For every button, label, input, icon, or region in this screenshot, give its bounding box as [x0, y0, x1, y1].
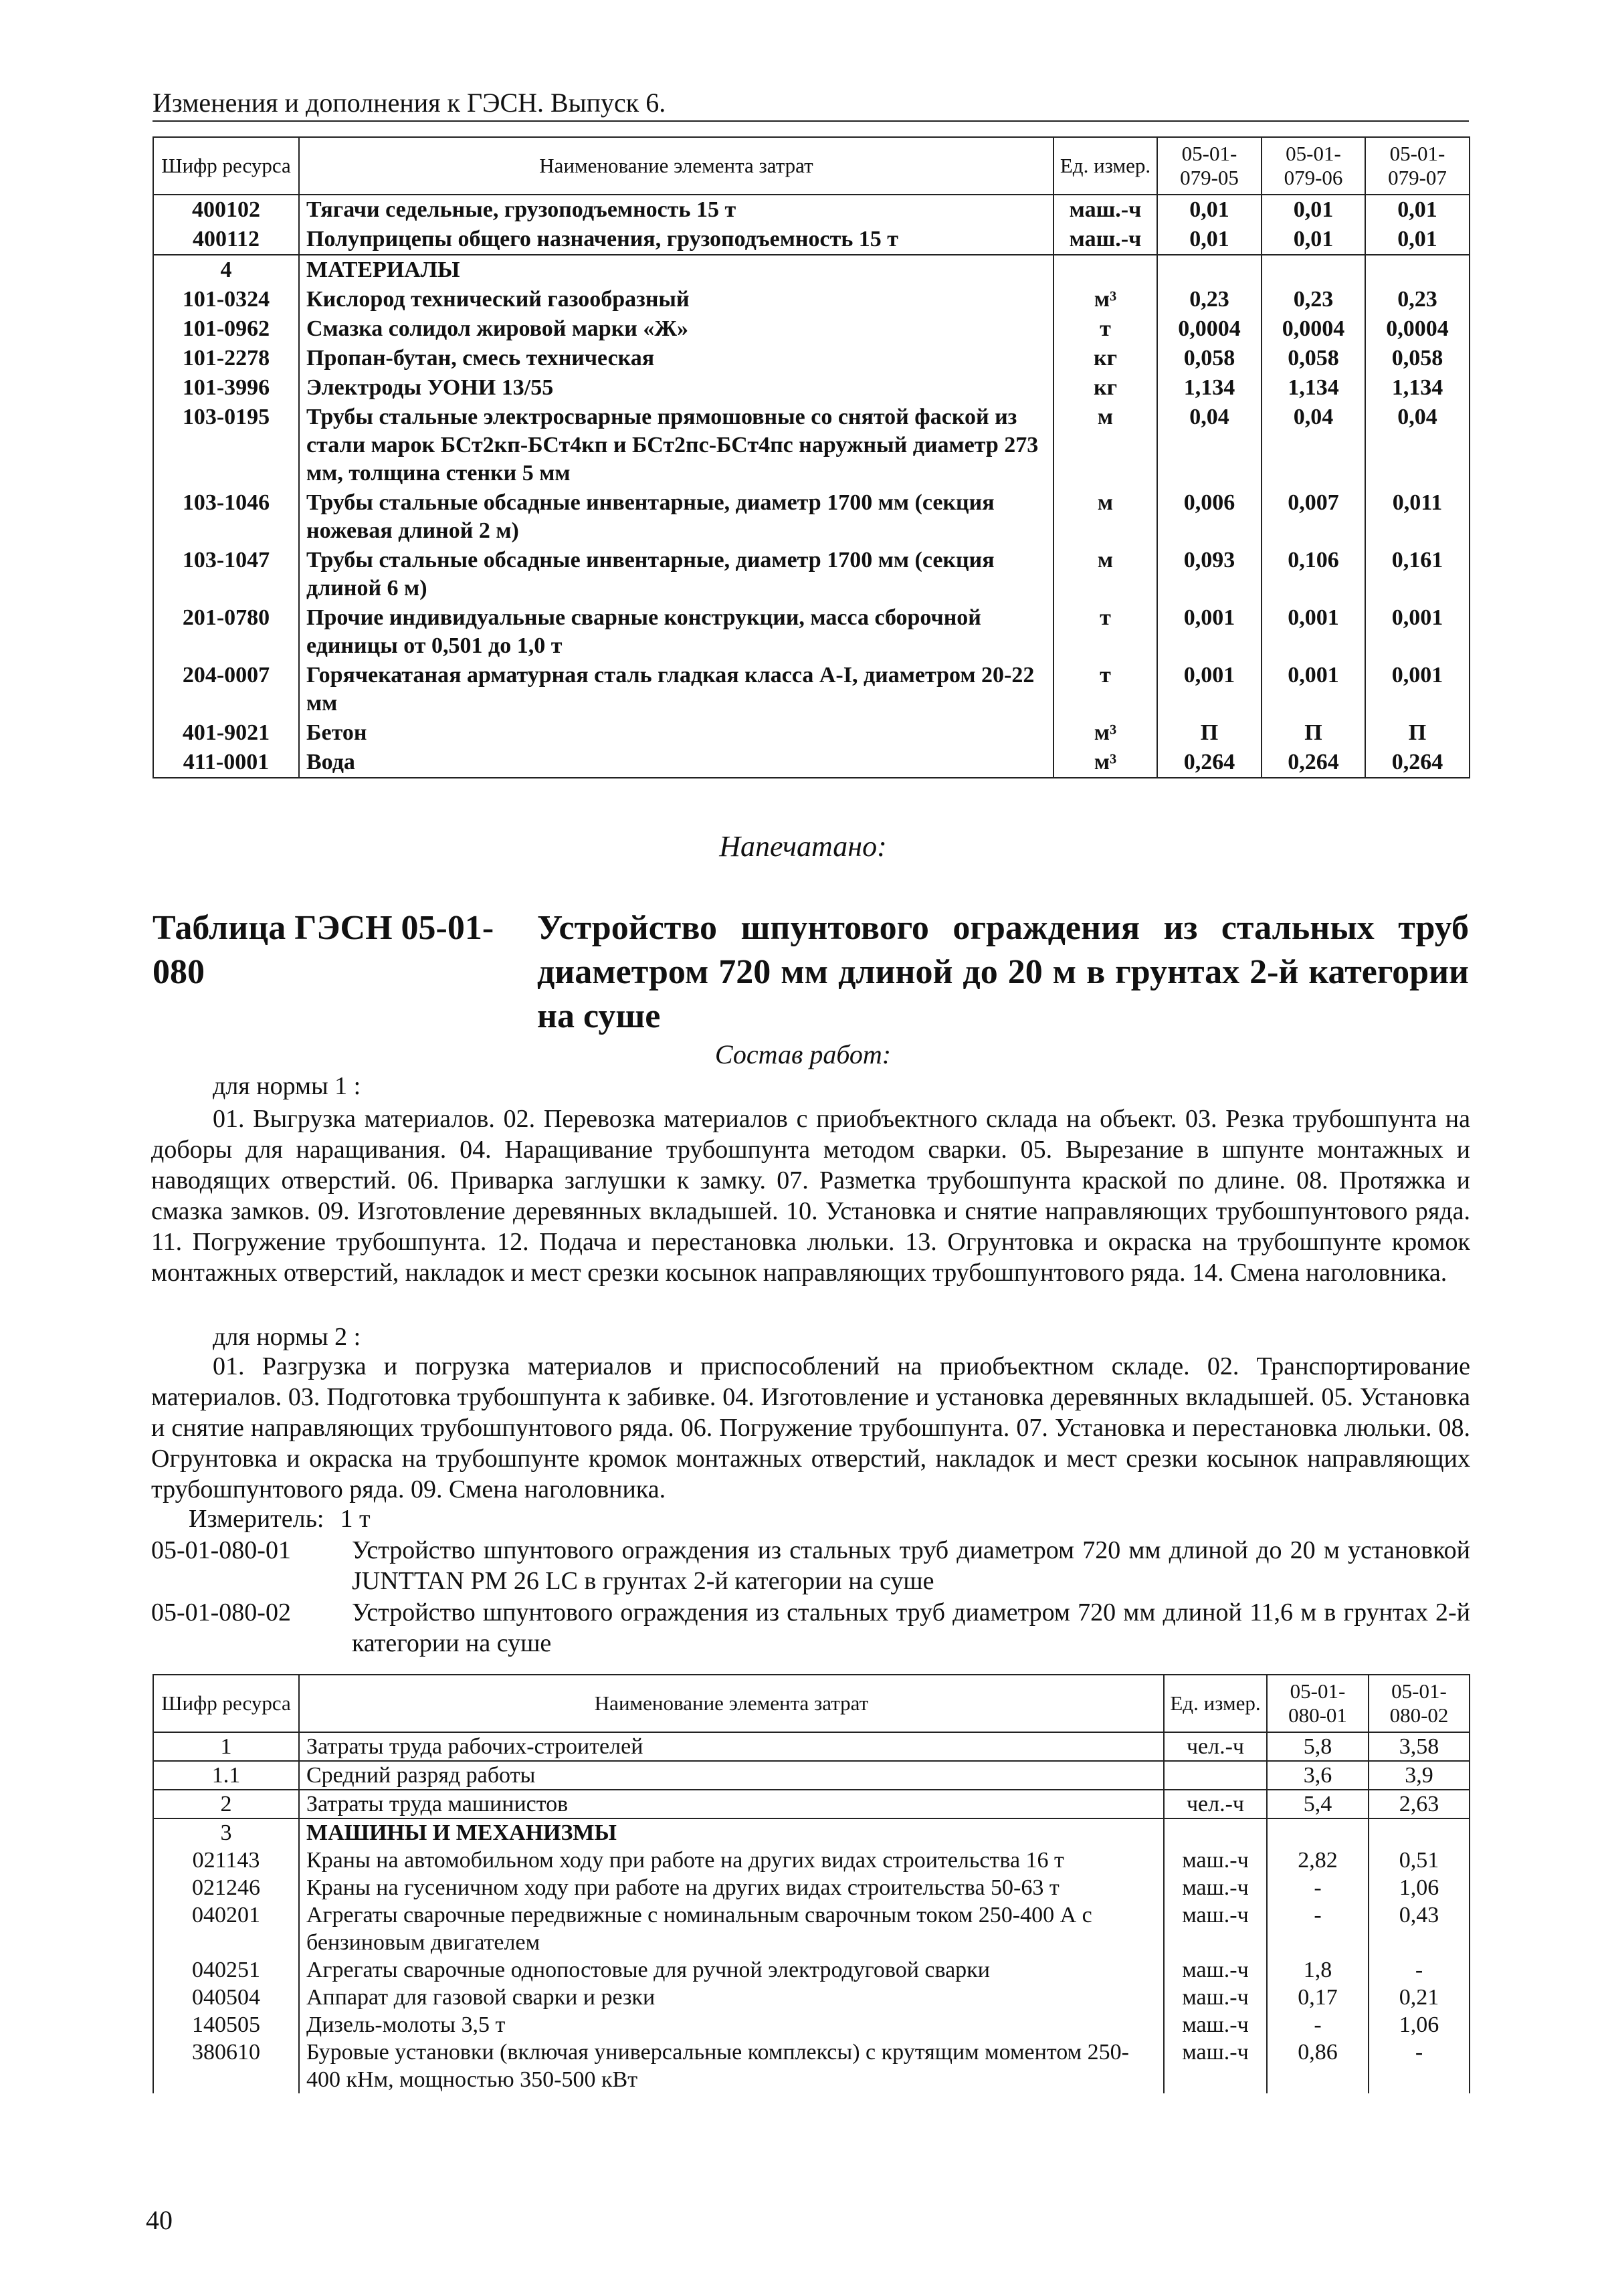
cell-value: 0,007: [1262, 488, 1365, 546]
column-header-norm: 05-01-080-02: [1369, 1675, 1470, 1732]
table-row: [153, 603, 1470, 661]
cell-name: Трубы стальные электросварные прямошовные со снятой фаской из стали марок БСт2кп-БСт4кп и БСт2пс-БСт4пс наружный диаметр 273 мм, толщина стенки 5 мм: [299, 403, 1053, 488]
norm-entry: [151, 1597, 1470, 1659]
meter-value: 1 т: [340, 1505, 371, 1533]
cell-value: [1365, 255, 1470, 285]
table-title-text: Устройство шпунтового ограждения из стальных труб диаметром 720 мм длиной до 20 м в грунтах 2-й категории на суше: [537, 909, 1469, 1035]
cell-name: Кислород технический газообразный: [299, 285, 1053, 314]
cell-value: 0,01: [1262, 225, 1365, 255]
cell-code: 4: [153, 255, 299, 285]
cell-value: 0,001: [1365, 603, 1470, 661]
cell-value: 5,8: [1267, 1732, 1369, 1761]
cell-value: 0,51: [1369, 1847, 1470, 1874]
norm-code: 05-01-080-02: [151, 1598, 291, 1627]
cell-name: Буровые установки (включая универсальные комплексы) с крутящим моментом 250-400 кНм, мощностью 350-500 кВт: [299, 2039, 1164, 2093]
cell-value: [1262, 255, 1365, 285]
page-number: 40: [146, 2205, 173, 2235]
cell-value: 0,01: [1365, 225, 1470, 255]
cell-value: -: [1369, 2039, 1470, 2093]
cell-value: 0,093: [1157, 546, 1262, 603]
cell-name: Трубы стальные обсадные инвентарные, диаметр 1700 мм (секция длиной 6 м): [299, 546, 1053, 603]
cell-code: 101-0962: [153, 314, 299, 344]
cell-code: 021143: [153, 1847, 299, 1874]
cell-value: 0,001: [1365, 661, 1470, 718]
cell-unit: м: [1053, 546, 1157, 603]
cell-value: 0,058: [1262, 344, 1365, 373]
meter: [189, 1504, 371, 1534]
cell-value: -: [1267, 2011, 1369, 2039]
cell-value: [1369, 1818, 1470, 1847]
cell-value: 0,01: [1157, 195, 1262, 225]
cell-name: Прочие индивидуальные сварные конструкции, масса сборочной единицы от 0,501 до 1,0 т: [299, 603, 1053, 661]
cell-value: 0,17: [1267, 1984, 1369, 2011]
cell-unit: м³: [1053, 285, 1157, 314]
table-row: [153, 373, 1470, 403]
cell-value: 1,06: [1369, 1874, 1470, 1901]
cell-unit: маш.-ч: [1164, 1984, 1267, 2011]
column-header-norm: 05-01-079-07: [1365, 137, 1470, 195]
table-title-code: Таблица ГЭСН 05-01-080: [153, 909, 494, 991]
cell-value: -: [1369, 1956, 1470, 1984]
norm1-description: [151, 1104, 1470, 1288]
norm-description: Устройство шпунтового ограждения из стальных труб диаметром 720 мм длиной до 20 м установкой JUNTTAN PM 26 LC в грунтах 2-й категории на суше: [352, 1536, 1470, 1595]
column-header-norm: 05-01-080-01: [1267, 1675, 1369, 1732]
cell-value: 0,23: [1365, 285, 1470, 314]
work-composition-title: Состав работ:: [714, 1039, 892, 1069]
table-row: [153, 488, 1470, 546]
cell-value: -: [1267, 1874, 1369, 1901]
norm2-text: 01. Разгрузка и погрузка материалов и приспособлений на приобъектном складе. 02. Транспортирование материалов. 03. Подготовка трубошпунта к забивке. 04. Изготовление и установка деревянных вкладышей. 05. Установка и снятие направляющих трубошпунтового ряда. 06. Погружение трубошпунта. 07. Установка и перестановка люльки. 08. Огрунтовка и окраска на трубошпунте кромок монтажных отверстий, накладок и мест срезки косынок направляющих трубошпунтового ряда. 09. Смена наголовника.: [151, 1352, 1470, 1503]
table-row: [153, 718, 1470, 748]
cell-value: 0,0004: [1365, 314, 1470, 344]
cell-code: 103-1046: [153, 488, 299, 546]
norm1-label: для нормы 1 :: [213, 1072, 361, 1100]
cell-name: Агрегаты сварочные передвижные с номинальным сварочным током 250-400 А с бензиновым двигателем: [299, 1901, 1164, 1956]
cell-value: 0,0004: [1157, 314, 1262, 344]
norm2-description: [151, 1351, 1470, 1505]
table-title: [153, 906, 1469, 1039]
cell-value: 0,0004: [1262, 314, 1365, 344]
cell-value: 1,134: [1157, 373, 1262, 403]
table-row: [153, 195, 1470, 225]
cell-code: 2: [153, 1790, 299, 1818]
cell-name: Тягачи седельные, грузоподъемность 15 т: [299, 195, 1053, 225]
cell-unit: маш.-ч: [1164, 2011, 1267, 2039]
cell-code: 3: [153, 1818, 299, 1847]
cell-code: 140505: [153, 2011, 299, 2039]
cell-value: 0,01: [1157, 225, 1262, 255]
cell-code: 400112: [153, 225, 299, 255]
cell-code: 101-3996: [153, 373, 299, 403]
cell-value: 0,04: [1157, 403, 1262, 488]
cell-name: МАШИНЫ И МЕХАНИЗМЫ: [299, 1818, 1164, 1847]
cell-code: 103-1047: [153, 546, 299, 603]
norm-entry: [151, 1535, 1470, 1596]
cell-value: 2,63: [1369, 1790, 1470, 1818]
cell-name: Горячекатаная арматурная сталь гладкая класса А-I, диаметром 20-22 мм: [299, 661, 1053, 718]
cell-name: Аппарат для газовой сварки и резки: [299, 1984, 1164, 2011]
table-row: [153, 1732, 1470, 1761]
cell-unit: маш.-ч: [1053, 195, 1157, 225]
table-row: [153, 1901, 1470, 1956]
cell-code: 380610: [153, 2039, 299, 2093]
cell-value: 0,04: [1365, 403, 1470, 488]
cell-code: 103-0195: [153, 403, 299, 488]
cell-value: П: [1157, 718, 1262, 748]
cell-name: Пропан-бутан, смесь техническая: [299, 344, 1053, 373]
table-row: [153, 1984, 1470, 2011]
norm1-text: 01. Выгрузка материалов. 02. Перевозка материалов с приобъектного склада на объект. 03. Резка трубошпунта на доборы для наращивания. 04. Наращивание трубошпунта методом сварки. 05. Вырезание в шпунте монтажных и наводящих отверстий. 06. Приварка заглушки к замку. 07. Разметка трубошпунта краской по длине. 08. Протяжка и смазка замков. 09. Изготовление деревянных вкладышей. 10. Установка и снятие направляющих трубошпунтового ряда. 11. Погружение трубошпунта. 12. Подача и перестановка люльки. 13. Огрунтовка и окраска на трубошпунте кромок монтажных отверстий, накладок и мест срезки косынок направляющих трубошпунтового ряда. 14. Смена наголовника.: [151, 1105, 1470, 1287]
table-row: [153, 403, 1470, 488]
cell-value: 0,264: [1262, 748, 1365, 778]
resources-table-080: [153, 1674, 1470, 2093]
cell-unit: чел.-ч: [1164, 1790, 1267, 1818]
cell-code: 101-0324: [153, 285, 299, 314]
cell-unit: [1164, 1818, 1267, 1847]
cell-name: Краны на автомобильном ходу при работе на других видах строительства 16 т: [299, 1847, 1164, 1874]
norm-code: 05-01-080-01: [151, 1536, 291, 1564]
cell-code: 401-9021: [153, 718, 299, 748]
cell-code: 400102: [153, 195, 299, 225]
cell-value: 0,001: [1157, 661, 1262, 718]
table-row: [153, 344, 1470, 373]
cell-unit: маш.-ч: [1164, 2039, 1267, 2093]
cell-unit: м³: [1053, 748, 1157, 778]
cell-unit: маш.-ч: [1053, 225, 1157, 255]
table-row: [153, 2011, 1470, 2039]
cell-code: 204-0007: [153, 661, 299, 718]
cell-name: Затраты труда машинистов: [299, 1790, 1164, 1818]
cell-name: Краны на гусеничном ходу при работе на других видах строительства 50-63 т: [299, 1874, 1164, 1901]
column-header-norm: 05-01-079-06: [1262, 137, 1365, 195]
table-row: [153, 1847, 1470, 1874]
cell-name: Трубы стальные обсадные инвентарные, диаметр 1700 мм (секция ножевая длиной 2 м): [299, 488, 1053, 546]
section-row: [153, 1818, 1470, 1847]
cell-unit: м: [1053, 488, 1157, 546]
cell-value: 0,106: [1262, 546, 1365, 603]
cell-value: 1,134: [1365, 373, 1470, 403]
table-row: [153, 2039, 1470, 2093]
cell-name: Электроды УОНИ 13/55: [299, 373, 1053, 403]
cell-name: Дизель-молоты 3,5 т: [299, 2011, 1164, 2039]
meter-label: Измеритель:: [189, 1505, 324, 1533]
cell-value: 0,058: [1157, 344, 1262, 373]
cell-unit: кг: [1053, 373, 1157, 403]
table-header-row: [153, 1675, 1470, 1732]
table-header-row: [153, 137, 1470, 195]
header-divider: [153, 120, 1469, 122]
cell-unit: [1053, 255, 1157, 285]
column-header-unit: Ед. измер.: [1164, 1675, 1267, 1732]
cell-value: 0,058: [1365, 344, 1470, 373]
cell-code: 040251: [153, 1956, 299, 1984]
column-header-norm: 05-01-079-05: [1157, 137, 1262, 195]
cell-code: 1.1: [153, 1761, 299, 1790]
cell-value: 0,011: [1365, 488, 1470, 546]
resources-table-079: [153, 136, 1470, 778]
cell-value: 1,8: [1267, 1956, 1369, 1984]
cell-value: 0,006: [1157, 488, 1262, 546]
cell-unit: маш.-ч: [1164, 1901, 1267, 1956]
cell-code: 040201: [153, 1901, 299, 1956]
cell-code: 1: [153, 1732, 299, 1761]
printed-label: Напечатано:: [719, 830, 887, 863]
column-header-code: Шифр ресурса: [153, 137, 299, 195]
cell-unit: [1164, 1761, 1267, 1790]
cell-name: Полуприцепы общего назначения, грузоподъемность 15 т: [299, 225, 1053, 255]
cell-unit: кг: [1053, 344, 1157, 373]
cell-value: [1267, 1818, 1369, 1847]
cell-name: МАТЕРИАЛЫ: [299, 255, 1053, 285]
cell-unit: т: [1053, 314, 1157, 344]
table-row: [153, 1790, 1470, 1818]
cell-value: 3,9: [1369, 1761, 1470, 1790]
cell-value: 0,01: [1262, 195, 1365, 225]
column-header-name: Наименование элемента затрат: [299, 1675, 1164, 1732]
cell-name: Вода: [299, 748, 1053, 778]
cell-value: 2,82: [1267, 1847, 1369, 1874]
cell-value: 0,001: [1262, 661, 1365, 718]
cell-value: 3,6: [1267, 1761, 1369, 1790]
norm2-label: для нормы 2 :: [213, 1323, 361, 1351]
column-header-name: Наименование элемента затрат: [299, 137, 1053, 195]
table-row: [153, 285, 1470, 314]
cell-value: 1,134: [1262, 373, 1365, 403]
cell-unit: маш.-ч: [1164, 1847, 1267, 1874]
table-body: [153, 195, 1470, 778]
cell-value: 0,161: [1365, 546, 1470, 603]
cell-value: П: [1365, 718, 1470, 748]
table-row: [153, 1761, 1470, 1790]
cell-unit: маш.-ч: [1164, 1956, 1267, 1984]
table-row: [153, 546, 1470, 603]
table-row: [153, 748, 1470, 778]
cell-value: 0,86: [1267, 2039, 1369, 2093]
cell-name: Смазка солидол жировой марки «Ж»: [299, 314, 1053, 344]
cell-value: 0,001: [1262, 603, 1365, 661]
norm-description: Устройство шпунтового ограждения из стальных труб диаметром 720 мм длиной 11,6 м в грунтах 2-й категории на суше: [352, 1598, 1470, 1657]
cell-unit: маш.-ч: [1164, 1874, 1267, 1901]
cell-value: 5,4: [1267, 1790, 1369, 1818]
cell-unit: м³: [1053, 718, 1157, 748]
cell-value: 0,264: [1365, 748, 1470, 778]
cell-value: 0,01: [1365, 195, 1470, 225]
cell-value: 0,04: [1262, 403, 1365, 488]
cell-code: 040504: [153, 1984, 299, 2011]
table-row: [153, 225, 1470, 255]
cell-code: 021246: [153, 1874, 299, 1901]
cell-value: 0,001: [1157, 603, 1262, 661]
cell-name: Средний разряд работы: [299, 1761, 1164, 1790]
table-row: [153, 314, 1470, 344]
cell-value: 0,23: [1157, 285, 1262, 314]
cell-value: -: [1267, 1901, 1369, 1956]
cell-value: 0,21: [1369, 1984, 1470, 2011]
cell-name: Затраты труда рабочих-строителей: [299, 1732, 1164, 1761]
cell-code: 201-0780: [153, 603, 299, 661]
cell-value: 0,43: [1369, 1901, 1470, 1956]
cell-code: 411-0001: [153, 748, 299, 778]
cell-unit: м: [1053, 403, 1157, 488]
cell-name: Агрегаты сварочные однопостовые для ручной электродуговой сварки: [299, 1956, 1164, 1984]
cell-name: Бетон: [299, 718, 1053, 748]
cell-code: 101-2278: [153, 344, 299, 373]
page-header: Изменения и дополнения к ГЭСН. Выпуск 6.: [153, 88, 666, 118]
table-row: [153, 661, 1470, 718]
column-header-code: Шифр ресурса: [153, 1675, 299, 1732]
table-row: [153, 1874, 1470, 1901]
column-header-unit: Ед. измер.: [1053, 137, 1157, 195]
cell-unit: т: [1053, 661, 1157, 718]
cell-value: 0,23: [1262, 285, 1365, 314]
cell-value: 0,264: [1157, 748, 1262, 778]
cell-value: [1157, 255, 1262, 285]
cell-value: 3,58: [1369, 1732, 1470, 1761]
section-row: [153, 255, 1470, 285]
cell-value: П: [1262, 718, 1365, 748]
cell-unit: чел.-ч: [1164, 1732, 1267, 1761]
cell-unit: т: [1053, 603, 1157, 661]
table-body: [153, 1732, 1470, 2093]
table-row: [153, 1956, 1470, 1984]
cell-value: 1,06: [1369, 2011, 1470, 2039]
